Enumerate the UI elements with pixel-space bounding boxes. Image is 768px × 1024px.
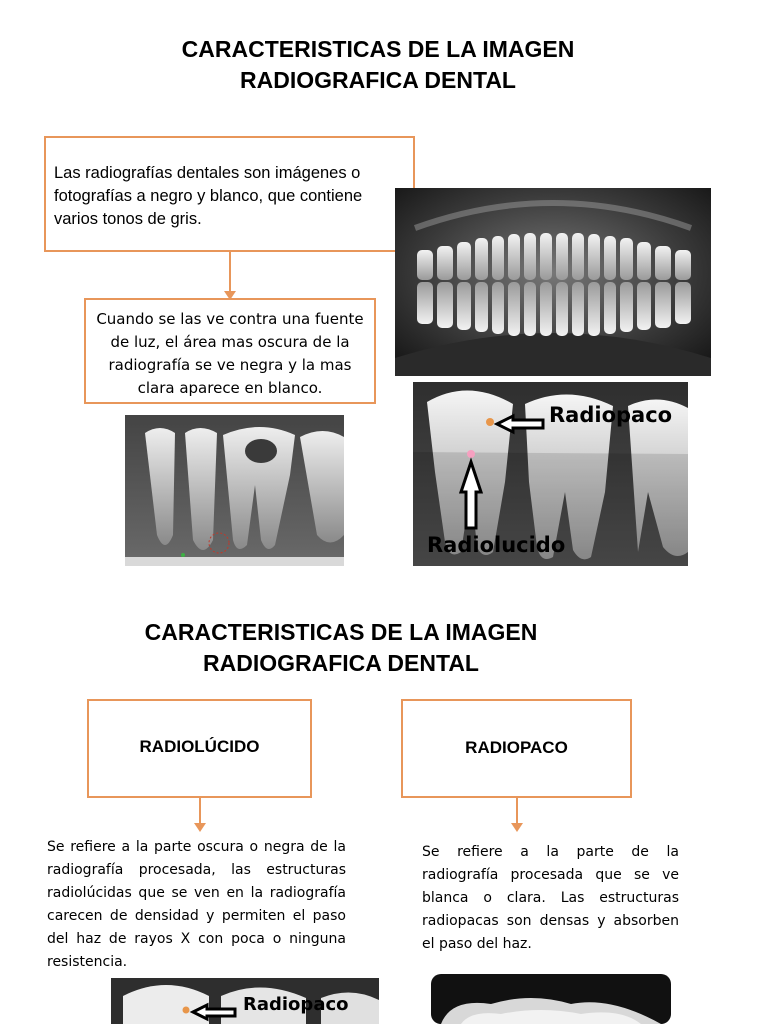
section1-title (0, 34, 756, 96)
arrow-down-icon (194, 823, 206, 832)
radiopaco-label: Radiopaco (549, 403, 673, 427)
bottom-dark-xray-image (431, 974, 671, 1024)
radiopaco-marker (183, 1007, 190, 1014)
title-line-1: CARACTERISTICAS DE LA IMAGEN (181, 36, 575, 62)
light-source-text: Cuando se las ve contra una fuente de luz, el área mas oscura de la radiografía se ve negra y la mas clara aparece en blanco. (96, 310, 364, 397)
section2-title (0, 617, 682, 679)
panoramic-xray-image (395, 188, 711, 376)
radiopaco-box (401, 699, 632, 798)
arrow-down-icon (511, 823, 523, 832)
radiolucido-marker (467, 450, 475, 458)
light-source-box (84, 298, 376, 404)
radiolucido-box (87, 699, 312, 798)
title-line-2: RADIOGRAFICA DENTAL (240, 67, 516, 93)
title-line-2: RADIOGRAFICA DENTAL (203, 650, 479, 676)
labeled-xray-image (413, 382, 688, 566)
arrow-connector-right (516, 798, 518, 824)
radiopaco-description: Se refiere a la parte de la radiografía procesada que se ve blanca o clara. Las estructuras radiopacas son densas y absorben el paso del haz. (422, 844, 679, 952)
arrow-connector-left (199, 798, 201, 824)
radiopaco-label: Radiopaco (243, 994, 349, 1015)
definition-box (44, 136, 415, 252)
radiolucido-description: Se refiere a la parte oscura o negra de la radiografía procesada, las estructuras radiolúcidas que se ven en la radiografía carecen de densidad y permiten el paso del haz de rayos X con poca o ninguna resistencia. (47, 839, 346, 970)
title-line-1: CARACTERISTICAS DE LA IMAGEN (144, 619, 538, 645)
radiolucido-label: Radiolucido (427, 533, 566, 557)
bottom-labeled-xray-image (111, 978, 379, 1024)
arrow-connector (229, 252, 231, 292)
radiopaco-marker (486, 418, 494, 426)
radiopaco-box-label: RADIOPACO (465, 738, 568, 757)
definition-text: Las radiografías dentales son imágenes o fotografías a negro y blanco, que contiene varios tonos de gris. (54, 164, 363, 228)
radiolucido-box-label: RADIOLÚCIDO (139, 737, 260, 756)
periapical-xray-image (125, 415, 344, 566)
